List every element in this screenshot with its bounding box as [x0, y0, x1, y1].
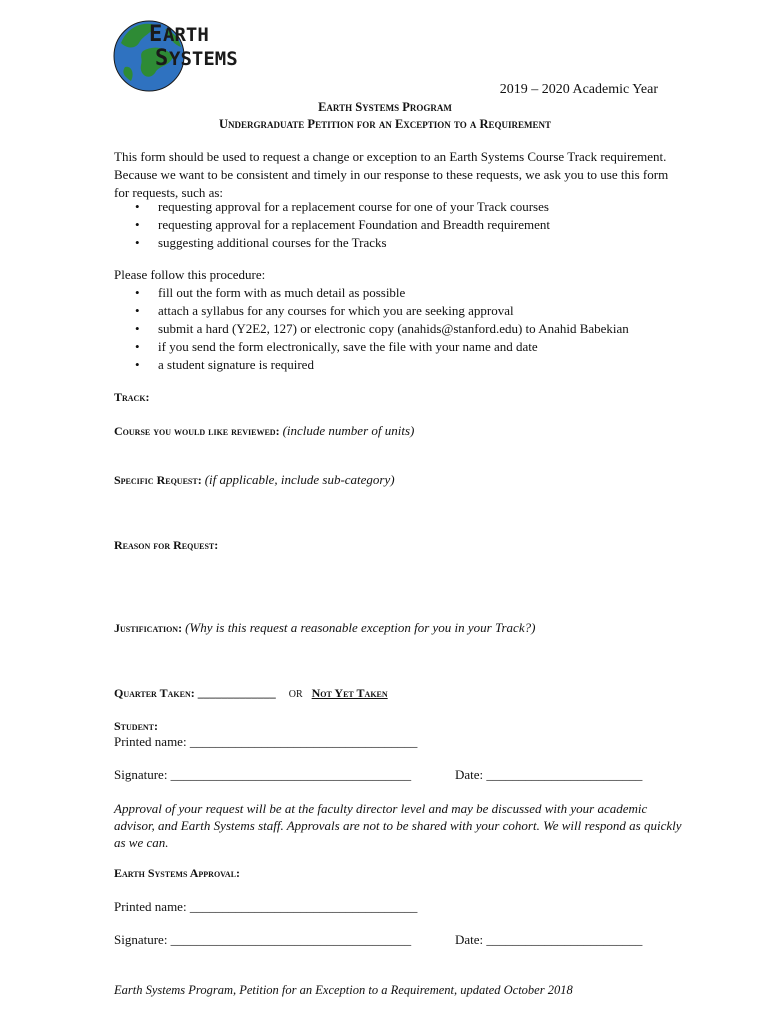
- program-title: Earth Systems Program: [318, 100, 452, 114]
- list-item: • attach a syllabus for any courses for which you are seeking approval: [135, 303, 514, 318]
- quarter-taken-label: Quarter Taken: _____________: [114, 686, 276, 700]
- specific-request-hint: (if applicable, include sub-category): [204, 472, 395, 487]
- specific-request-label: Specific Request:: [114, 473, 202, 487]
- track-label: Track:: [114, 390, 150, 404]
- or-separator: OR: [288, 689, 303, 700]
- reason-label[interactable]: Reason for Request:: [114, 538, 219, 552]
- es-date-field[interactable]: Date: ________________________: [455, 932, 643, 947]
- svg-text:E: E: [149, 22, 163, 47]
- course-label: Course you would like reviewed:: [114, 424, 280, 438]
- student-printed-name-field[interactable]: Printed name: ___________________________________: [114, 734, 418, 749]
- list-item: • fill out the form with as much detail as possible: [135, 285, 406, 300]
- svg-text:S: S: [155, 46, 169, 71]
- list-item: • submit a hard (Y2E2, 127) or electronic copy (anahids@stanford.edu) to Anahid Babekian: [135, 321, 629, 336]
- quarter-taken-field[interactable]: [114, 686, 388, 701]
- academic-year: 2019 – 2020 Academic Year: [499, 82, 658, 97]
- es-printed-name-field[interactable]: Printed name: ___________________________________: [114, 899, 418, 914]
- student-date-field[interactable]: Date: ________________________: [455, 767, 643, 782]
- procedure-heading: Please follow this procedure:: [114, 267, 266, 282]
- list-item: • requesting approval for a replacement course for one of your Track courses: [135, 199, 549, 214]
- justification-hint: (Why is this request a reasonable exception for you in your Track?): [185, 620, 536, 635]
- specific-request-field[interactable]: [114, 472, 395, 488]
- justification-label: Justification:: [114, 621, 183, 635]
- es-approval-heading: Earth Systems Approval:: [114, 866, 241, 880]
- course-field[interactable]: [114, 423, 414, 439]
- svg-text:YSTEMS: YSTEMS: [169, 48, 238, 70]
- justification-field[interactable]: [114, 620, 535, 636]
- es-signature-field[interactable]: Signature: _____________________________________: [114, 932, 412, 947]
- list-item: • a student signature is required: [135, 357, 314, 372]
- course-hint: (include number of units): [282, 423, 415, 438]
- approval-note: Approval of your request will be at the faculty director level and may be discussed with your academic advisor, and Earth Systems staff. Approvals are not to be shared with your cohort. We will respond as quickly as we can.: [114, 801, 682, 850]
- intro-paragraph: This form should be used to request a change or exception to an Earth Systems Course Track requirement. Because we want to be consistent and timely in our response to these requests, we ask you to use this form for requests, such as:: [114, 149, 669, 200]
- student-heading: Student:: [114, 719, 159, 733]
- student-signature-field[interactable]: Signature: _____________________________________: [114, 767, 412, 782]
- list-item: • suggesting additional courses for the Tracks: [135, 235, 387, 250]
- page-footer: Earth Systems Program, Petition for an Exception to a Requirement, updated October 2018: [114, 983, 573, 997]
- list-item: • requesting approval for a replacement Foundation and Breadth requirement: [135, 217, 551, 232]
- not-yet-taken-option[interactable]: Not Yet Taken: [311, 686, 388, 700]
- form-title: Undergraduate Petition for an Exception to a Requirement: [218, 117, 552, 131]
- list-item: • if you send the form electronically, save the file with your name and date: [135, 339, 538, 354]
- svg-text:ARTH: ARTH: [163, 24, 209, 46]
- procedure-bullet-list: [130, 284, 629, 374]
- intro-bullet-list: [130, 198, 550, 252]
